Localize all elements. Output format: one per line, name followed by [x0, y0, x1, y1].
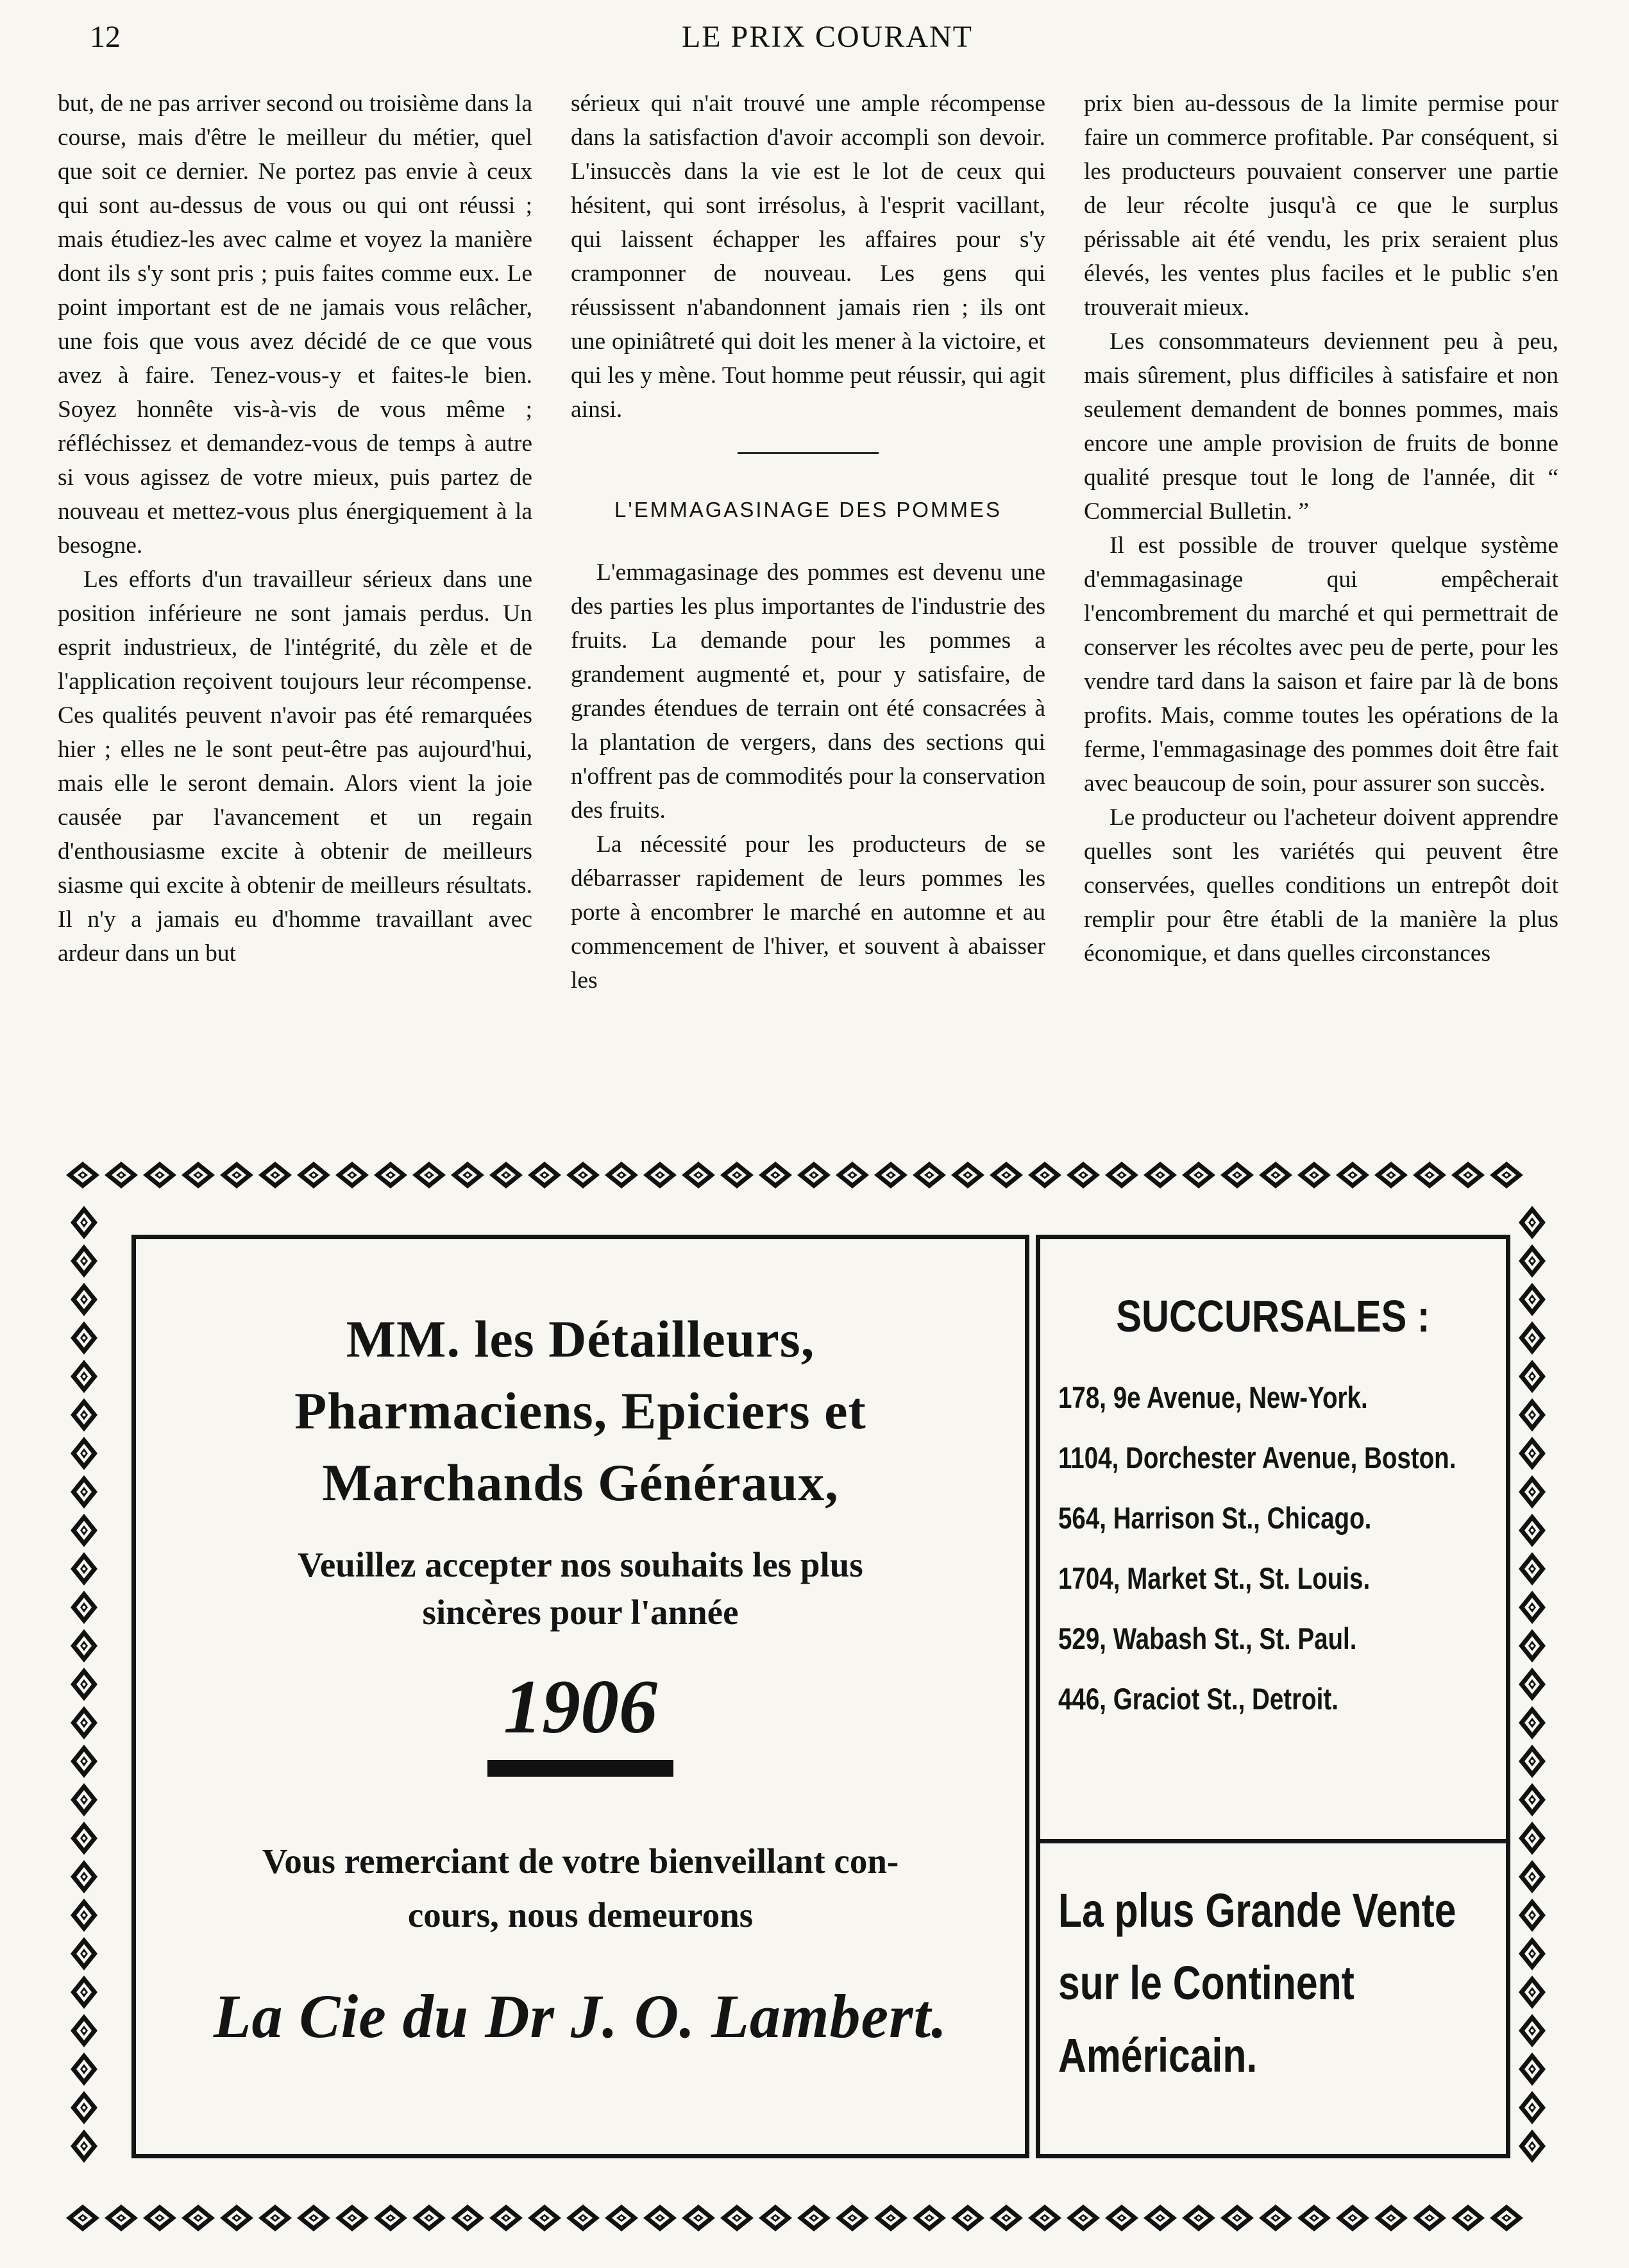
border-diamond	[759, 2205, 792, 2231]
border-diamond	[71, 1783, 97, 1816]
section-title: L'EMMAGASINAGE DES POMMES	[614, 498, 1002, 521]
border-diamond	[1336, 1162, 1369, 1189]
border-diamond	[797, 1162, 831, 1189]
border-diamond	[71, 1668, 97, 1701]
border-diamond	[1519, 1475, 1546, 1509]
border-diamond	[1519, 1283, 1546, 1316]
border-bottom	[66, 2205, 1523, 2231]
border-diamond	[528, 1162, 561, 1189]
branch-address: 564, Harrison St., Chicago.	[1058, 1501, 1372, 1535]
border-diamond	[913, 1162, 946, 1189]
border-diamond	[1519, 2091, 1546, 2124]
heading-line: Pharmaciens, Epiciers et	[294, 1382, 866, 1440]
border-diamond	[335, 1162, 369, 1189]
border-diamond	[1297, 1162, 1331, 1189]
border-diamond	[682, 1162, 715, 1189]
border-diamond	[1519, 1206, 1546, 1239]
border-diamond	[1519, 1360, 1546, 1393]
border-diamond	[1413, 2205, 1446, 2231]
border-diamond	[1451, 2205, 1485, 2231]
border-diamond	[412, 2205, 446, 2231]
border-diamond	[71, 1706, 97, 1739]
border-diamond	[374, 1162, 407, 1189]
branch-address: 1704, Market St., St. Louis.	[1058, 1561, 1371, 1595]
border-diamond	[71, 1475, 97, 1509]
greeting-panel	[131, 1235, 1029, 2158]
branch-address: 178, 9e Avenue, New-York.	[1058, 1380, 1368, 1414]
border-diamond	[181, 2205, 215, 2231]
border-diamond	[71, 2014, 97, 2047]
journal-title: LE PRIX COURANT	[681, 20, 973, 54]
thanks-line: Vous remerciant de votre bienveillant con-	[262, 1841, 899, 1881]
paragraph: L'emmagasinage des pommes est devenu une des parties les plus importantes de l'industrie des fruits. La demande pour les pommes a grandement augmenté et, pour y satisfaire, de grandes étendues de terrain ont été consacrées à la plantation de vergers, dans des sections qui n'offrent pas de commodités pour la conservation des fruits.	[571, 559, 1045, 824]
border-diamond	[1490, 1162, 1523, 1189]
border-diamond	[990, 2205, 1023, 2231]
border-diamond	[720, 2205, 754, 2231]
border-diamond	[374, 2205, 407, 2231]
slogan-line: La plus Grande Vente	[1058, 1884, 1456, 1937]
border-diamond	[1028, 2205, 1061, 2231]
slogan-line: Américain.	[1058, 2029, 1258, 2082]
border-diamond	[1259, 1162, 1292, 1189]
border-diamond	[1336, 2205, 1369, 2231]
page-number: 12	[90, 20, 121, 54]
border-diamond	[451, 1162, 484, 1189]
paragraph: Le producteur ou l'acheteur doivent apprendre quelles sont les variétés qui peuvent être conservées, quelles conditions un entrepôt doit remplir pour être établi de la manière la plus économique, et dans quelles circonstances	[1084, 804, 1558, 967]
greeting-heading	[136, 1303, 1025, 1519]
border-diamond	[143, 2205, 176, 2231]
paragraph: prix bien au-dessous de la limite permise pour faire un commerce profitable. Par conséquent, si les producteurs pouvaient conserver une partie de leur récolte jusqu'à ce que le surplus périssable ait été vendu, les prix seraient plus élevés, les ventes plus faciles et le public s'en trouverait mieux.	[1084, 90, 1558, 321]
border-diamond	[71, 1745, 97, 1778]
border-diamond	[258, 2205, 292, 2231]
border-diamond	[71, 1860, 97, 1893]
panel-divider	[1040, 1839, 1506, 1843]
year-underline	[487, 1760, 673, 1777]
border-diamond	[1490, 2205, 1523, 2231]
thanks-text	[136, 1834, 1025, 1942]
border-diamond	[220, 2205, 253, 2231]
border-diamond	[71, 1937, 97, 1970]
border-diamond	[605, 2205, 638, 2231]
branches-title: SUCCURSALES :	[1116, 1291, 1430, 1341]
border-diamond	[489, 2205, 523, 2231]
border-diamond	[297, 1162, 330, 1189]
paragraph: but, de ne pas arriver second ou troisième dans la course, mais d'être le meilleur du métier, quel que soit ce dernier. Ne portez pas envie à ceux qui sont au-dessus de vous ou qui ont réussi ; mais étudiez-les avec calme et voyez la manière dont ils s'y sont pris ; puis faites comme eux. Le point important est de ne jamais vous relâcher, une fois que vous avez décidé de ce que vous avez à faire. Tenez-vous-y et faites-le bien. Soyez honnête vis-à-vis de vous même ; réfléchissez et demandez-vous de temps à autre si vous agissez de votre mieux, puis partez de nouveau et mettez-vous plus énergiquement à la besogne.	[58, 90, 532, 559]
advertisement	[61, 1155, 1555, 2238]
border-diamond	[71, 2091, 97, 2124]
border-diamond	[951, 1162, 984, 1189]
border-diamond	[71, 1591, 97, 1624]
section-rule	[738, 452, 879, 454]
border-diamond	[1519, 2129, 1546, 2163]
border-diamond	[836, 2205, 869, 2231]
border-diamond	[71, 1629, 97, 1663]
border-diamond	[1182, 2205, 1215, 2231]
wish-line: sincères pour l'année	[422, 1593, 739, 1632]
border-diamond	[412, 1162, 446, 1189]
border-diamond	[797, 2205, 831, 2231]
branch-address: 1104, Dorchester Avenue, Boston.	[1058, 1441, 1456, 1475]
border-diamond	[71, 2052, 97, 2086]
border-top	[66, 1162, 1523, 1189]
border-diamond	[66, 2205, 99, 2231]
border-diamond	[297, 2205, 330, 2231]
border-diamond	[1519, 1822, 1546, 1855]
heading-line: Marchands Généraux,	[322, 1453, 839, 1512]
border-diamond	[1519, 1321, 1546, 1355]
border-diamond	[1374, 2205, 1408, 2231]
border-diamond	[566, 1162, 600, 1189]
border-diamond	[71, 1244, 97, 1278]
border-diamond	[1519, 1937, 1546, 1970]
border-diamond	[1220, 2205, 1254, 2231]
border-diamond	[143, 1162, 176, 1189]
border-diamond	[1451, 1162, 1485, 1189]
border-diamond	[1519, 1629, 1546, 1663]
border-diamond	[258, 1162, 292, 1189]
border-diamond	[71, 1552, 97, 1586]
border-diamond	[720, 1162, 754, 1189]
border-diamond	[1067, 2205, 1100, 2231]
slogan-line: sur le Continent	[1058, 1956, 1355, 2010]
border-diamond	[1144, 1162, 1177, 1189]
border-diamond	[1519, 1591, 1546, 1624]
column-3	[1084, 87, 1558, 1126]
border-diamond	[605, 1162, 638, 1189]
border-diamond	[759, 1162, 792, 1189]
border-diamond	[220, 1162, 253, 1189]
border-diamond	[1067, 1162, 1100, 1189]
branch-address: 446, Graciot St., Detroit.	[1058, 1682, 1338, 1716]
paragraph: La nécessité pour les producteurs de se débarrasser rapidement de leurs pommes les porte à encombrer le marché en automne et au commencement de l'hiver, et souvent à abaisser les	[571, 831, 1045, 994]
border-diamond	[71, 1360, 97, 1393]
border-diamond	[71, 1283, 97, 1316]
border-diamond	[1413, 1162, 1446, 1189]
border-diamond	[1105, 2205, 1138, 2231]
border-diamond	[1105, 1162, 1138, 1189]
border-diamond	[71, 1822, 97, 1855]
border-diamond	[71, 1899, 97, 1932]
border-diamond	[71, 1206, 97, 1239]
border-diamond	[1519, 2014, 1546, 2047]
border-diamond	[1182, 1162, 1215, 1189]
border-diamond	[1519, 2052, 1546, 2086]
greeting-wish	[136, 1541, 1025, 1636]
column-2	[571, 87, 1045, 1126]
border-diamond	[1519, 1706, 1546, 1739]
border-diamond	[874, 2205, 907, 2231]
year: 1906	[503, 1664, 657, 1749]
border-left	[71, 1206, 97, 2163]
border-diamond	[1144, 2205, 1177, 2231]
border-diamond	[1028, 1162, 1061, 1189]
slogan	[1058, 1874, 1456, 2092]
border-diamond	[71, 1437, 97, 1470]
paragraph: Les consommateurs deviennent peu à peu, mais sûrement, plus difficiles à satisfaire et non seulement demandent de bonnes pommes, mais encore une ample provision de fruits de bonne qualité presque tout le long de l'année, dit “ Commercial Bulletin. ”	[1084, 328, 1558, 525]
border-diamond	[181, 1162, 215, 1189]
heading-line: MM. les Détailleurs,	[346, 1310, 815, 1368]
border-diamond	[836, 1162, 869, 1189]
branches-list	[1058, 1367, 1506, 1729]
border-diamond	[528, 2205, 561, 2231]
border-diamond	[1374, 1162, 1408, 1189]
border-diamond	[71, 1514, 97, 1547]
border-diamond	[874, 1162, 907, 1189]
border-diamond	[335, 2205, 369, 2231]
border-diamond	[1259, 2205, 1292, 2231]
branches-panel	[1036, 1235, 1510, 2158]
paragraph: sérieux qui n'ait trouvé une ample récompense dans la satisfaction d'avoir accompli son devoir. L'insuccès dans la vie est le lot de ceux qui hésitent, qui sont irrésolus, à l'esprit vacillant, qui laissent échapper les affaires pour s'y cramponner de nouveau. Les gens qui réussissent n'abandonnent jamais rien ; ils ont une opiniâtreté qui doit les mener à la victoire, et qui les y mène. Tout homme peut réussir, qui agit ainsi.	[571, 90, 1045, 423]
page-header	[90, 19, 1565, 58]
column-1	[58, 87, 532, 1126]
border-diamond	[71, 1321, 97, 1355]
border-diamond	[105, 2205, 138, 2231]
paragraph: Les efforts d'un travailleur sérieux dans une position inférieure ne sont jamais perdus. Un esprit industrieux, de l'intégrité, du zèle et de l'application reçoivent toujours leur récompense. Ces qualités peuvent n'avoir pas été remarquées hier ; elles ne le sont peut-être pas aujourd'hui, mais elle le seront demain. Alors vient la joie causée par l'avancement et un regain d'enthousiasme excite à obtenir de meilleurs siasme qui excite à obtenir de meilleurs résultats. Il n'y a jamais eu d'homme travaillant avec ardeur dans un but	[58, 566, 532, 967]
border-right	[1519, 1206, 1546, 2163]
border-diamond	[1519, 1976, 1546, 2009]
border-diamond	[566, 2205, 600, 2231]
border-diamond	[66, 1162, 99, 1189]
border-diamond	[1519, 1552, 1546, 1586]
border-diamond	[1519, 1745, 1546, 1778]
article-columns	[58, 87, 1558, 1126]
border-diamond	[990, 1162, 1023, 1189]
border-diamond	[1519, 1668, 1546, 1701]
border-diamond	[1519, 1860, 1546, 1893]
border-diamond	[1519, 1899, 1546, 1932]
border-diamond	[71, 2129, 97, 2163]
branch-address: 529, Wabash St., St. Paul.	[1058, 1621, 1357, 1655]
border-diamond	[1519, 1398, 1546, 1432]
border-diamond	[682, 2205, 715, 2231]
thanks-line: cours, nous demeurons	[407, 1895, 754, 1934]
border-diamond	[913, 2205, 946, 2231]
border-diamond	[1519, 1437, 1546, 1470]
border-diamond	[1519, 1244, 1546, 1278]
border-diamond	[1519, 1783, 1546, 1816]
border-diamond	[1297, 2205, 1331, 2231]
border-diamond	[643, 1162, 677, 1189]
border-diamond	[1220, 1162, 1254, 1189]
border-diamond	[71, 1398, 97, 1432]
border-diamond	[451, 2205, 484, 2231]
paragraph: Il est possible de trouver quelque système d'emmagasinage qui empêcherait l'encombrement du marché et qui permettrait de conserver les récoltes avec peu de perte, pour les vendre tard dans la saison et faire par là de bons profits. Mais, comme toutes les opérations de la ferme, l'emmagasinage des pommes doit être fait avec beaucoup de soin, pour assurer son succès.	[1084, 532, 1558, 797]
border-diamond	[489, 1162, 523, 1189]
border-diamond	[951, 2205, 984, 2231]
border-diamond	[105, 1162, 138, 1189]
border-diamond	[71, 1976, 97, 2009]
wish-line: Veuillez accepter nos souhaits les plus	[298, 1545, 863, 1584]
company-signature: La Cie du Dr J. O. Lambert.	[213, 1982, 948, 2051]
border-diamond	[1519, 1514, 1546, 1547]
border-diamond	[643, 2205, 677, 2231]
